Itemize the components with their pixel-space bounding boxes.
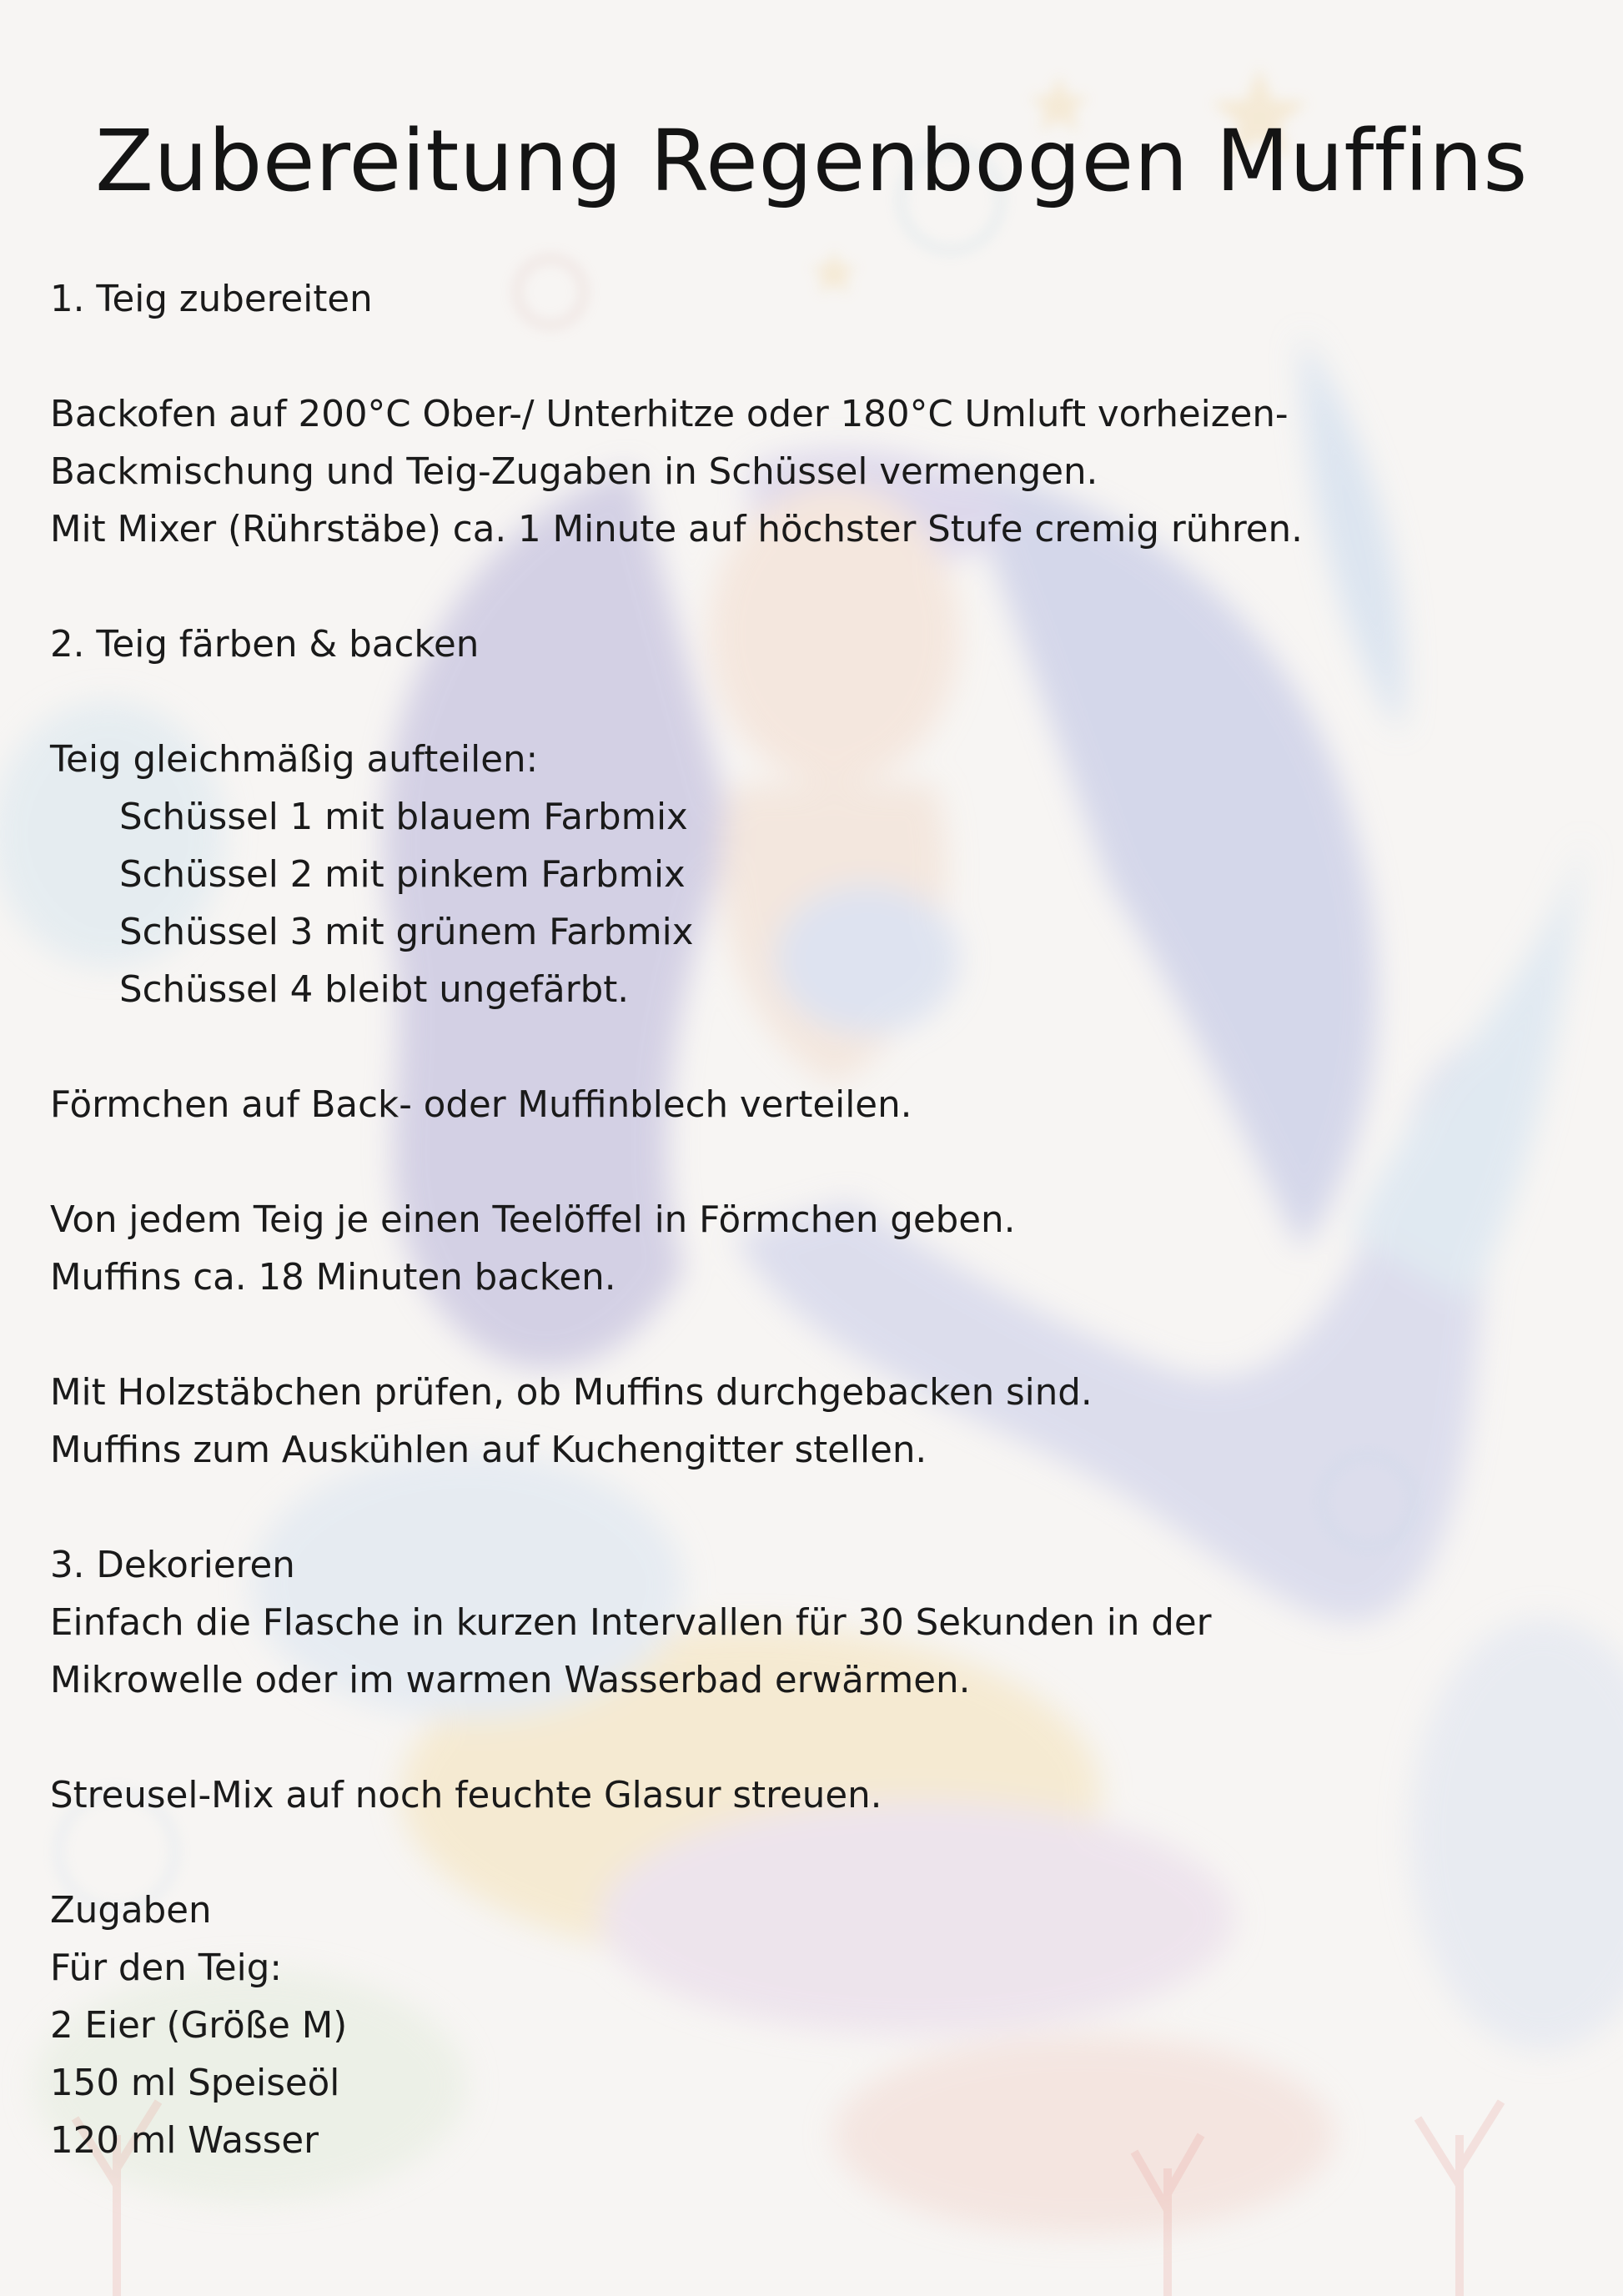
spacer xyxy=(50,1019,1585,1077)
spacer xyxy=(50,674,1585,731)
ingredient-item: 150 ml Speiseöl xyxy=(50,2062,340,2104)
instruction-line: Muffins ca. 18 Minuten backen. xyxy=(50,1257,616,1299)
instruction-line: Mit Holzstäbchen prüfen, ob Muffins durchgebacken sind. xyxy=(50,1372,1093,1414)
section-heading-dekorieren: 3. Dekorieren xyxy=(50,1545,295,1586)
spacer xyxy=(50,1134,1585,1192)
bowl-list-item: Schüssel 1 mit blauem Farbmix xyxy=(119,796,688,838)
spacer xyxy=(50,1710,1585,1767)
instruction-line: Streusel-Mix auf noch feuchte Glasur streuen. xyxy=(50,1775,882,1816)
instructions xyxy=(50,271,1585,2170)
section-heading-teig-zubereiten: 1. Teig zubereiten xyxy=(50,279,373,320)
instruction-line: Backmischung und Teig-Zugaben in Schüssel vermengen. xyxy=(50,451,1098,493)
instruction-line: Von jedem Teig je einen Teelöffel in Förmchen geben. xyxy=(50,1199,1016,1241)
instruction-line: Einfach die Flasche in kurzen Intervallen für 30 Sekunden in der xyxy=(50,1602,1212,1644)
instruction-line: Förmchen auf Back- oder Muffinblech verteilen. xyxy=(50,1084,912,1126)
section-heading-teig-faerben: 2. Teig färben & backen xyxy=(50,624,480,666)
spacer xyxy=(50,1480,1585,1537)
spacer xyxy=(50,1825,1585,1882)
bowl-list-item: Schüssel 4 bleibt ungefärbt. xyxy=(119,969,630,1011)
page-title: Zubereitung Regenbogen Muffins xyxy=(95,112,1528,211)
ingredient-item: 2 Eier (Größe M) xyxy=(50,2005,348,2047)
instruction-line: Muffins zum Auskühlen auf Kuchengitter stellen. xyxy=(50,1429,927,1471)
instruction-line: Mikrowelle oder im warmen Wasserbad erwärmen. xyxy=(50,1660,971,1701)
instruction-line: Teig gleichmäßig aufteilen: xyxy=(50,739,539,781)
instruction-line: Mit Mixer (Rührstäbe) ca. 1 Minute auf höchster Stufe cremig rühren. xyxy=(50,509,1303,550)
spacer xyxy=(50,559,1585,616)
spacer xyxy=(50,1307,1585,1364)
spacer xyxy=(50,329,1585,386)
bowl-list-item: Schüssel 2 mit pinkem Farbmix xyxy=(119,854,686,896)
section-heading-zugaben: Zugaben xyxy=(50,1890,212,1932)
additions-subheading: Für den Teig: xyxy=(50,1947,282,1989)
bowl-list-item: Schüssel 3 mit grünem Farbmix xyxy=(119,912,694,953)
ingredient-item: 120 ml Wasser xyxy=(50,2120,319,2162)
instruction-line: Backofen auf 200°C Ober-/ Unterhitze oder 180°C Umluft vorheizen- xyxy=(50,394,1289,435)
